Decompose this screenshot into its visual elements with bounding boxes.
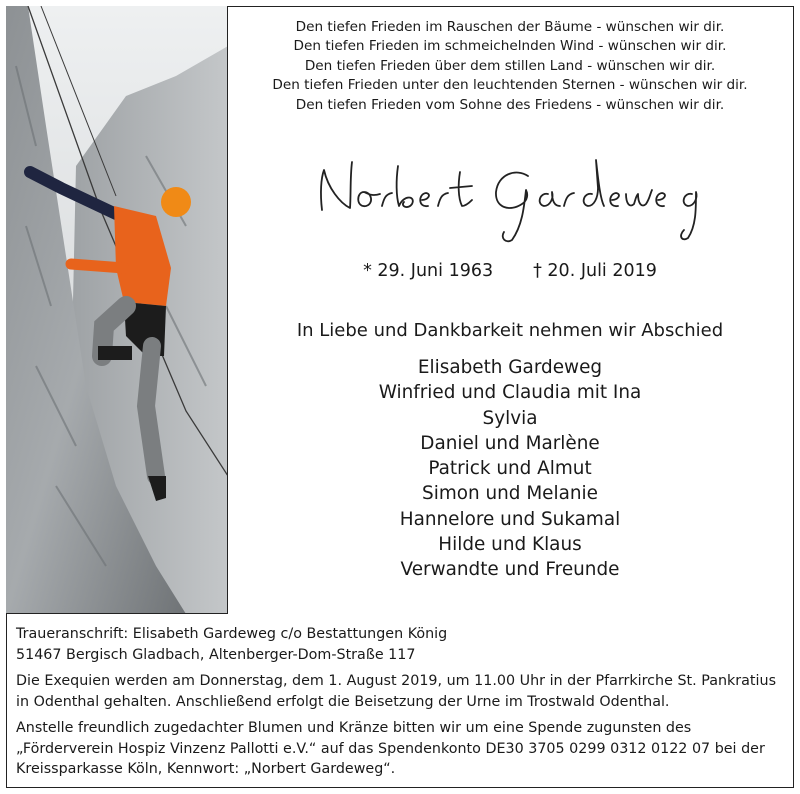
climber-photo [6, 6, 228, 614]
exequies-notice: Die Exequien werden am Donnerstag, dem 1. August 2019, um 11.00 Uhr in der Pfarrkirche St. Pankratius in Odenthal gehalten. Anschließend erfolgt die Beisetzung der Urne im Trostwald Odenthal. [16, 673, 777, 710]
mourner: Simon und Melanie [422, 483, 598, 505]
mourner: Verwandte und Freunde [400, 559, 620, 581]
poem-line: Den tiefen Frieden vom Sohne des Friedens - wünschen wir dir. [295, 96, 725, 113]
address-line: Traueranschrift: Elisabeth Gardeweg c/o Bestattungen König [16, 626, 448, 642]
death-date: † 20. Juli 2019 [533, 261, 657, 281]
mourner: Elisabeth Gardeweg [417, 357, 603, 378]
mourning-address [16, 624, 786, 665]
poem-line: Den tiefen Frieden über dem stillen Land - wünschen wir dir. [304, 57, 716, 74]
handwritten-name [300, 148, 730, 246]
life-dates [232, 261, 788, 281]
mourner: Patrick und Almut [428, 458, 592, 480]
poem-line: Den tiefen Frieden unter den leuchtenden Sternen - wünschen wir dir. [272, 77, 748, 94]
notice-details [16, 624, 786, 786]
mourner: Winfried und Claudia mit Ina [378, 382, 642, 404]
mourner: Hannelore und Sukamal [399, 508, 621, 530]
mourners-list [232, 355, 788, 583]
farewell-line: In Liebe und Dankbarkeit nehmen wir Abschied [296, 320, 724, 341]
mourner: Hilde und Klaus [438, 534, 582, 556]
poem-line: Den tiefen Frieden im Rauschen der Bäume - wünschen wir dir. [295, 19, 725, 35]
birth-date: * 29. Juni 1963 [363, 261, 494, 281]
address-line: 51467 Bergisch Gladbach, Altenberger-Dom-Straße 117 [16, 646, 416, 663]
mourner: Sylvia [482, 407, 538, 429]
poem-line: Den tiefen Frieden im schmeichelnden Wind - wünschen wir dir. [293, 38, 727, 55]
poem [232, 18, 788, 115]
donation-notice: Anstelle freundlich zugedachter Blumen und Kränze bitten wir um eine Spende zugunsten des „Förderverein Hospiz Vinzenz Pallotti e.V.“ auf das Spendenkonto DE30 3705 0299 0312 0122 07 bei der Kreissparkasse Köln, Kennwort: „Norbert Gardeweg“. [16, 720, 765, 777]
mourner: Daniel und Marlène [420, 432, 600, 454]
